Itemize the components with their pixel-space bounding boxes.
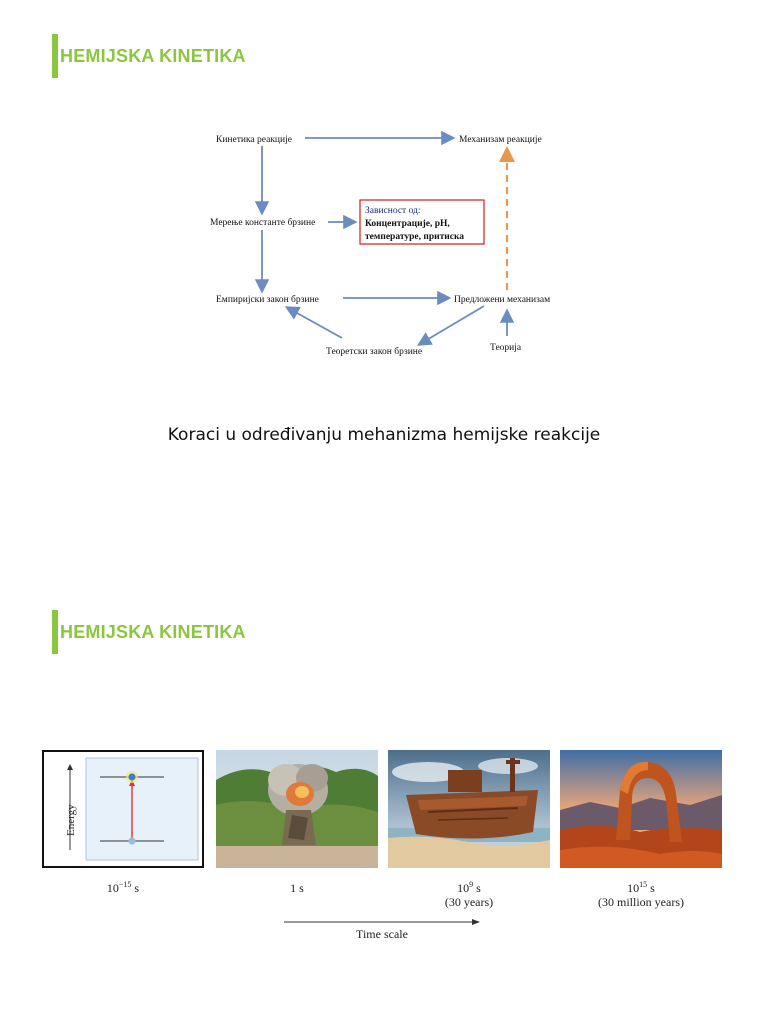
timescale-label-4: $10^{15}$ s (30 million years)	[598, 880, 684, 909]
node-zavisnost-line1: Концентрације, pH,	[365, 219, 450, 229]
slide-caption: Koraci u određivanju mehanizma hemijske reakcije	[167, 425, 601, 445]
timescale-label-2: 1 s	[290, 881, 304, 895]
arrow-teorijski-empirijski	[288, 308, 342, 338]
node-zavisnost-title: Зависност од:	[365, 206, 421, 216]
time-scale-figure	[42, 750, 732, 950]
node-empirijski: Емпиријски закон брзине	[216, 295, 319, 305]
node-merenje: Мерење константе брзине	[210, 218, 316, 228]
energy-axis-label: Energy	[65, 804, 77, 836]
shipwreck-photo	[388, 750, 550, 868]
timescale-label-1: $10^{-15}$ s	[106, 880, 140, 895]
timescale-axis-label: Time scale	[356, 927, 408, 941]
slide-title: HEMIJSKA KINETIKA	[60, 621, 246, 642]
slide-header	[52, 610, 246, 654]
rock-arch-photo	[560, 750, 722, 868]
arrow-predlozeni-teorijski	[420, 306, 484, 344]
timescale-label-3: $10^9$ s (30 years)	[444, 880, 494, 909]
node-teorija: Теорија	[490, 343, 522, 353]
node-predlozeni: Предложени механизам	[454, 295, 551, 305]
node-teorijski: Теоретски закон брзине	[326, 347, 423, 357]
slide-title: HEMIJSKA KINETIKA	[60, 45, 246, 66]
explosion-photo	[216, 750, 378, 868]
node-zavisnost-line2: температуре, притиска	[365, 232, 465, 242]
header-accent-bar	[52, 610, 58, 654]
mechanism-flow-diagram	[0, 0, 768, 400]
energy-level-panel	[42, 750, 204, 868]
node-mehanizam: Механизам реакције	[459, 135, 542, 145]
node-kinetika: Кинетика реакције	[216, 135, 292, 145]
timescale-arrow	[282, 915, 482, 945]
